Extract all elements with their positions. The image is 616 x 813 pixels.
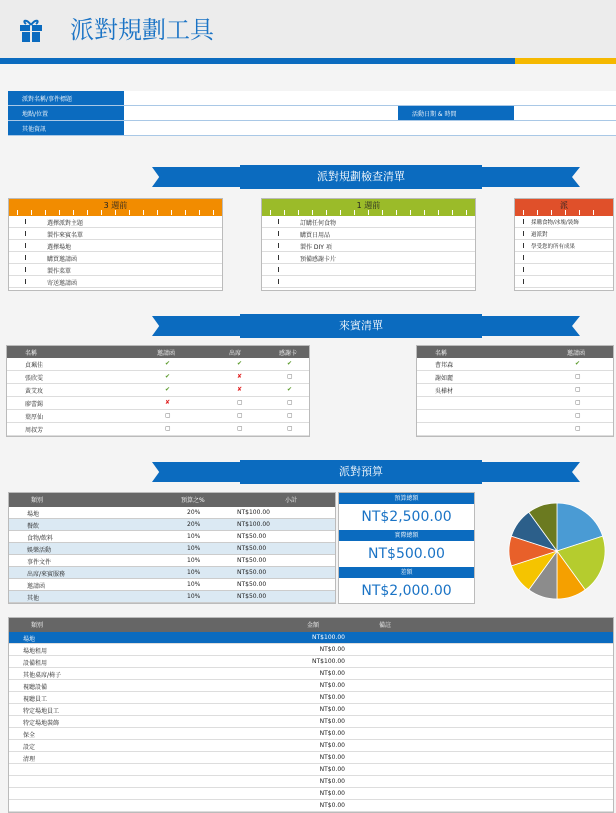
category: 設定 xyxy=(23,744,36,751)
guest-name: 謝如麗 xyxy=(435,375,454,382)
checkbox-icon[interactable]: ▢ xyxy=(287,399,293,406)
checkbox-icon[interactable]: ▢ xyxy=(575,412,581,419)
subtotal: NT$50.00 xyxy=(237,557,267,564)
checkbox-icon[interactable]: ▢ xyxy=(575,425,581,432)
subtotal: NT$50.00 xyxy=(237,581,267,588)
checkbox-mark[interactable] xyxy=(25,279,26,284)
subtotal: NT$50.00 xyxy=(237,533,267,540)
checklist-item[interactable] xyxy=(9,240,222,252)
checklist-card xyxy=(261,198,476,291)
guest-name: 曹邦森 xyxy=(435,362,454,369)
category: 其他 xyxy=(27,595,40,602)
binder-rings xyxy=(523,210,605,215)
guest-name: 吳樺材 xyxy=(435,388,454,395)
expense-row[interactable] xyxy=(9,680,613,692)
expense-row[interactable] xyxy=(9,740,613,752)
percent: 20% xyxy=(187,521,201,528)
table-row[interactable] xyxy=(417,423,613,436)
budget-row[interactable] xyxy=(9,519,335,531)
checkbox-icon[interactable]: ▢ xyxy=(237,425,243,432)
checklist-item[interactable] xyxy=(9,228,222,240)
table-row[interactable] xyxy=(7,371,309,384)
column-header: 預算之% xyxy=(181,497,205,504)
percent: 20% xyxy=(187,509,201,516)
checkbox-mark[interactable] xyxy=(25,219,26,224)
cross-icon[interactable]: ✘ xyxy=(165,399,171,406)
budget-row[interactable] xyxy=(9,507,335,519)
header-bar-yellow xyxy=(515,58,616,64)
checkbox-mark[interactable] xyxy=(523,279,524,284)
column-header: 類別 xyxy=(31,622,44,629)
checklist-item[interactable] xyxy=(262,252,475,264)
subtotal: NT$100.00 xyxy=(237,521,270,528)
percent: 10% xyxy=(187,581,201,588)
amount: NT$0.00 xyxy=(319,742,345,749)
checkbox-mark[interactable] xyxy=(278,267,279,272)
column-header: 邀請函 xyxy=(157,350,176,357)
check-icon[interactable]: ✔ xyxy=(575,360,581,367)
gift-icon xyxy=(18,16,44,42)
card-header xyxy=(262,199,475,216)
checkbox-mark[interactable] xyxy=(25,267,26,272)
total-cost-value: NT$500.00 xyxy=(368,546,445,562)
checklist-item[interactable] xyxy=(262,228,475,240)
subtotal: NT$50.00 xyxy=(237,569,267,576)
amount: NT$0.00 xyxy=(319,694,345,701)
checklist-item[interactable] xyxy=(515,264,613,276)
expense-row[interactable] xyxy=(9,668,613,680)
subtotal: NT$100.00 xyxy=(237,509,270,516)
binder-rings xyxy=(270,210,467,215)
card-header xyxy=(515,199,613,216)
guest-title: 來賓清單 xyxy=(240,314,482,338)
category: 場地 xyxy=(27,511,40,518)
amount: NT$0.00 xyxy=(319,802,345,809)
checklist-item[interactable] xyxy=(515,216,613,228)
column-header: 小計 xyxy=(285,497,298,504)
check-icon[interactable]: ✔ xyxy=(237,360,243,367)
amount: NT$100.00 xyxy=(312,658,345,665)
guest-table-2 xyxy=(416,345,614,437)
checkbox-icon[interactable]: ▢ xyxy=(237,399,243,406)
subtotal: NT$50.00 xyxy=(237,593,267,600)
category: 其他桌席/椅子 xyxy=(23,672,62,679)
category: 出席/來賓服務 xyxy=(27,571,66,578)
category: 場地 xyxy=(23,636,36,643)
checkbox-icon[interactable]: ▢ xyxy=(575,386,581,393)
amount: NT$0.00 xyxy=(319,682,345,689)
table-row[interactable] xyxy=(7,358,309,371)
guest-table xyxy=(6,345,310,437)
event-info-table xyxy=(8,91,616,136)
checklist-item[interactable] xyxy=(9,216,222,228)
card-header-label: 1 週前 xyxy=(356,201,381,210)
checkbox-mark[interactable] xyxy=(278,219,279,224)
category: 特定場地員工 xyxy=(23,708,60,715)
category: 事件文件 xyxy=(27,559,52,566)
category: 餐飲 xyxy=(27,523,40,530)
table-row[interactable] xyxy=(7,423,309,436)
category: 邀請函 xyxy=(27,583,46,590)
checkbox-mark[interactable] xyxy=(278,243,279,248)
percent: 10% xyxy=(187,533,201,540)
table-row[interactable] xyxy=(417,410,613,423)
checkbox-icon[interactable]: ▢ xyxy=(237,412,243,419)
checklist-item-label: 預備感謝卡片 xyxy=(300,256,337,263)
budget-row[interactable] xyxy=(9,567,335,579)
checklist-title: 派對規劃檢查清單 xyxy=(240,165,482,189)
column-header: 邀請函 xyxy=(567,350,586,357)
checklist-item[interactable] xyxy=(262,276,475,288)
amount: NT$0.00 xyxy=(319,778,345,785)
checklist-item-label: 寄送邀請函 xyxy=(47,280,78,287)
percent: 10% xyxy=(187,569,201,576)
percent: 10% xyxy=(187,545,201,552)
guest-name: 黃艾玫 xyxy=(25,388,44,395)
checklist-item[interactable] xyxy=(9,252,222,264)
checkbox-icon[interactable]: ▢ xyxy=(575,399,581,406)
column-header: 感謝卡 xyxy=(279,350,298,357)
checklist-item-label: 採購食物/冰塊/裝飾 xyxy=(531,220,579,226)
table-header xyxy=(7,346,309,358)
card-header-label: 派 xyxy=(560,201,568,210)
checkbox-mark[interactable] xyxy=(523,243,524,248)
expense-row[interactable] xyxy=(9,728,613,740)
checkbox-mark[interactable] xyxy=(523,255,524,260)
total-budget-label: 預算總額 xyxy=(339,493,474,504)
total-budget-value: NT$2,500.00 xyxy=(361,509,452,525)
column-header: 名稱 xyxy=(435,350,448,357)
check-icon[interactable]: ✔ xyxy=(165,386,171,393)
checklist-card xyxy=(514,198,614,291)
checkbox-mark[interactable] xyxy=(278,231,279,236)
amount: NT$0.00 xyxy=(319,790,345,797)
check-icon[interactable]: ✔ xyxy=(165,373,171,380)
category: 娛樂活動 xyxy=(27,547,52,554)
expense-row[interactable] xyxy=(9,692,613,704)
percent: 10% xyxy=(187,557,201,564)
checkbox-mark[interactable] xyxy=(523,219,524,224)
checklist-item-label: 購買日用品 xyxy=(300,232,331,239)
expense-row[interactable] xyxy=(9,632,613,644)
table-row[interactable] xyxy=(7,397,309,410)
binder-rings xyxy=(17,210,214,215)
checkbox-mark[interactable] xyxy=(278,279,279,284)
budget-row[interactable] xyxy=(9,579,335,591)
budget-row[interactable] xyxy=(9,531,335,543)
date-time-label: 活動日期 & 時間 xyxy=(398,106,514,120)
checkbox-icon[interactable]: ▢ xyxy=(287,425,293,432)
table-row[interactable] xyxy=(7,384,309,397)
table-row[interactable] xyxy=(417,384,613,397)
check-icon[interactable]: ✔ xyxy=(287,386,293,393)
budget-row[interactable] xyxy=(9,591,335,603)
budget-banner xyxy=(0,460,616,484)
amount: NT$0.00 xyxy=(319,706,345,713)
checklist-item[interactable] xyxy=(262,216,475,228)
expense-row[interactable] xyxy=(9,656,613,668)
difference-label: 差額 xyxy=(339,567,474,578)
table-row[interactable] xyxy=(417,371,613,384)
checklist-item-label: 製作菜單 xyxy=(47,268,72,275)
guest-name: 廖蕾錫 xyxy=(25,401,44,408)
checkbox-mark[interactable] xyxy=(278,255,279,260)
column-header: 金額 xyxy=(307,622,320,629)
amount: NT$0.00 xyxy=(319,718,345,725)
checkbox-icon[interactable]: ▢ xyxy=(165,425,171,432)
other-info-label: 其他資訊 xyxy=(8,121,124,135)
checklist-item[interactable] xyxy=(262,240,475,252)
difference-value: NT$2,000.00 xyxy=(361,583,452,599)
table-row[interactable] xyxy=(417,397,613,410)
card-header xyxy=(9,199,222,216)
checklist-item[interactable] xyxy=(515,240,613,252)
checkbox-mark[interactable] xyxy=(523,267,524,272)
budget-row[interactable] xyxy=(9,555,335,567)
category: 保全 xyxy=(23,732,36,739)
checkbox-mark[interactable] xyxy=(523,231,524,236)
checklist-card xyxy=(8,198,223,291)
location-row[interactable] xyxy=(8,106,616,121)
event-name-row[interactable] xyxy=(8,91,616,106)
checklist-item-label: 選擇場地 xyxy=(47,244,72,251)
expense-row[interactable] xyxy=(9,764,613,776)
category: 視聽設備 xyxy=(23,684,48,691)
budget-row[interactable] xyxy=(9,543,335,555)
check-icon[interactable]: ✔ xyxy=(165,360,171,367)
guest-name: 張欣雯 xyxy=(25,375,44,382)
checkbox-icon[interactable]: ▢ xyxy=(165,412,171,419)
checklist-item-label: 訂購任何食物 xyxy=(300,220,337,227)
checkbox-mark[interactable] xyxy=(25,243,26,248)
budget-table xyxy=(8,492,336,604)
amount: NT$0.00 xyxy=(319,730,345,737)
checklist-item-label: 過派對 xyxy=(531,232,548,238)
header xyxy=(0,0,616,58)
checklist-item[interactable] xyxy=(9,276,222,288)
checkbox-icon[interactable]: ▢ xyxy=(287,412,293,419)
percent: 10% xyxy=(187,593,201,600)
expense-row[interactable] xyxy=(9,788,613,800)
budget-title: 派對預算 xyxy=(240,460,482,484)
checklist-item-label: 學受您的所有成果 xyxy=(531,244,576,250)
expense-row[interactable] xyxy=(9,752,613,764)
checkbox-icon[interactable]: ▢ xyxy=(575,373,581,380)
location-label: 地點/位置 xyxy=(8,106,124,120)
checklist-item-label: 製作 DIY 項 xyxy=(300,244,332,251)
amount: NT$100.00 xyxy=(312,634,345,641)
table-header xyxy=(9,618,613,632)
expense-row[interactable] xyxy=(9,776,613,788)
card-header-label: 3 週前 xyxy=(103,201,128,210)
budget-pie-chart xyxy=(502,500,612,602)
category: 清理 xyxy=(23,756,36,763)
guest-name: 周叔芳 xyxy=(25,427,44,434)
expense-row[interactable] xyxy=(9,716,613,728)
expense-row[interactable] xyxy=(9,644,613,656)
category: 設備租用 xyxy=(23,660,48,667)
checkbox-mark[interactable] xyxy=(25,255,26,260)
checklist-item[interactable] xyxy=(9,264,222,276)
category: 特定場地裝飾 xyxy=(23,720,60,727)
amount: NT$0.00 xyxy=(319,754,345,761)
cross-icon[interactable]: ✘ xyxy=(237,386,243,393)
budget-summary xyxy=(338,492,475,604)
category: 場地租用 xyxy=(23,648,48,655)
column-header: 出席 xyxy=(229,350,242,357)
expense-table xyxy=(8,617,614,813)
subtotal: NT$50.00 xyxy=(237,545,267,552)
column-header: 名稱 xyxy=(25,350,38,357)
page-title: 派對規劃工具 xyxy=(70,16,214,44)
event-name-label: 派對名稱/事件標題 xyxy=(8,91,124,105)
guest-name: 葉厚仙 xyxy=(25,414,44,421)
checklist-banner xyxy=(0,165,616,189)
column-header: 類別 xyxy=(31,497,44,504)
expense-row[interactable] xyxy=(9,704,613,716)
header-bar-blue xyxy=(0,58,515,64)
amount: NT$0.00 xyxy=(319,670,345,677)
expense-row[interactable] xyxy=(9,800,613,812)
category: 視聽員工 xyxy=(23,696,48,703)
amount: NT$0.00 xyxy=(319,766,345,773)
checklist-item-label: 製作來賓名單 xyxy=(47,232,84,239)
cross-icon[interactable]: ✘ xyxy=(237,373,243,380)
checkbox-icon[interactable]: ▢ xyxy=(287,373,293,380)
checklist-item-label: 購買邀請函 xyxy=(47,256,78,263)
table-header xyxy=(417,346,613,358)
table-header xyxy=(9,493,335,507)
check-icon[interactable]: ✔ xyxy=(287,360,293,367)
table-row[interactable] xyxy=(417,358,613,371)
other-info-row[interactable] xyxy=(8,121,616,136)
checklist-item[interactable] xyxy=(515,252,613,264)
column-header: 備註 xyxy=(379,622,392,629)
amount: NT$0.00 xyxy=(319,646,345,653)
table-row[interactable] xyxy=(7,410,309,423)
checklist-item[interactable] xyxy=(515,276,613,288)
guest-banner xyxy=(0,314,616,338)
category: 食物/飲料 xyxy=(27,535,54,542)
checklist-item-label: 選擇派對主題 xyxy=(47,220,84,227)
guest-name: 貞珮佳 xyxy=(25,362,44,369)
checklist-item[interactable] xyxy=(262,264,475,276)
checklist-item[interactable] xyxy=(515,228,613,240)
total-cost-label: 實際總額 xyxy=(339,530,474,541)
checkbox-mark[interactable] xyxy=(25,231,26,236)
